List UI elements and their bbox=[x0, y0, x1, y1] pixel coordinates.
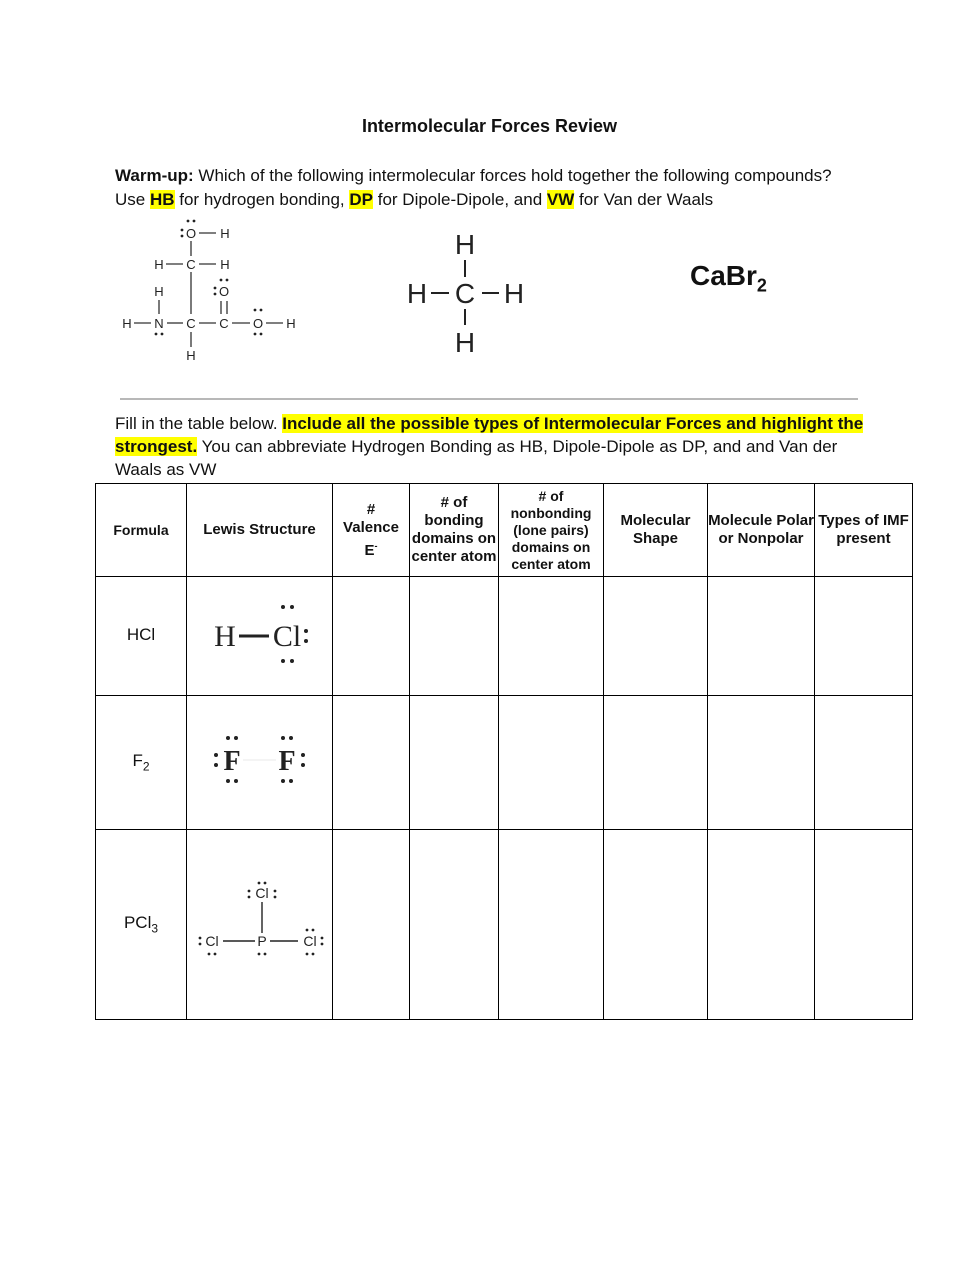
header-formula: Formula bbox=[96, 484, 187, 577]
atom-f-left: F bbox=[222, 746, 241, 777]
atom-h-bottom: H bbox=[454, 327, 476, 358]
shape-input-cell[interactable] bbox=[604, 577, 708, 696]
page-title: Intermolecular Forces Review bbox=[361, 116, 618, 136]
header-valence: # Valence E- bbox=[333, 484, 410, 577]
lewis-cell-hcl bbox=[187, 577, 333, 696]
f2-lewis-structure bbox=[205, 730, 315, 790]
warmup-instructions bbox=[115, 164, 875, 212]
nonbonding-input-cell[interactable] bbox=[499, 577, 604, 696]
atom-o-top: O bbox=[185, 226, 197, 241]
header-bonding-domains: # of bonding domains on center atom bbox=[410, 484, 499, 577]
atom-h-bottom: H bbox=[186, 348, 196, 363]
atom-h-n-left: H bbox=[122, 316, 132, 331]
atom-h-top: H bbox=[454, 229, 476, 260]
atom-o-hydroxyl: O bbox=[252, 316, 264, 331]
atom-c-center: C bbox=[454, 278, 476, 309]
atom-cl-top: Cl bbox=[255, 885, 269, 901]
atom-h-n: H bbox=[154, 284, 164, 299]
header-imf-types: Types of IMF present bbox=[815, 484, 913, 577]
atom-h-left: H bbox=[406, 278, 428, 309]
header-shape: Molecular Shape bbox=[604, 484, 708, 577]
atom-cl-right: Cl bbox=[303, 933, 317, 949]
shape-input-cell[interactable] bbox=[604, 830, 708, 1020]
hcl-lewis-structure bbox=[205, 594, 315, 674]
atom-f-right: F bbox=[277, 746, 296, 777]
valence-input-cell[interactable] bbox=[333, 577, 410, 696]
imf-input-cell[interactable] bbox=[815, 830, 913, 1020]
fill-rest: You can abbreviate Hydrogen Bonding as HB, Dipole-Dipole as DP, and and Van der Waals as VW bbox=[115, 437, 838, 479]
nonbonding-input-cell[interactable] bbox=[499, 830, 604, 1020]
atom-h-oh: H bbox=[220, 226, 230, 241]
valence-input-cell[interactable] bbox=[333, 696, 410, 830]
polarity-input-cell[interactable] bbox=[708, 830, 815, 1020]
amino-acid-structure bbox=[115, 212, 315, 372]
bonding-input-cell[interactable] bbox=[410, 830, 499, 1020]
atom-p: P bbox=[257, 933, 267, 949]
shape-input-cell[interactable] bbox=[604, 696, 708, 830]
methane-structure bbox=[400, 225, 530, 360]
table-row bbox=[96, 696, 913, 830]
vw-text: for Van der Waals bbox=[574, 190, 714, 209]
table-row bbox=[96, 577, 913, 696]
atom-n: N bbox=[154, 316, 164, 331]
formula-cell-f2: $F_2$ bbox=[96, 696, 187, 830]
table-row bbox=[96, 830, 913, 1020]
dp-code: DP bbox=[349, 190, 374, 209]
fill-instructions bbox=[115, 412, 865, 481]
bonding-input-cell[interactable] bbox=[410, 577, 499, 696]
hb-text: for hydrogen bonding, bbox=[174, 190, 350, 209]
atom-h-right: H bbox=[220, 257, 230, 272]
warmup-question: Which of the following intermolecular forces hold together the following compounds? bbox=[193, 166, 832, 185]
header-nonbonding-domains: # of nonbonding (lone pairs) domains on center atom bbox=[499, 484, 604, 577]
polarity-input-cell[interactable] bbox=[708, 577, 815, 696]
vw-code: VW bbox=[546, 190, 575, 209]
fill-highlight: Include all the possible types of Intermolecular Forces and highlight the strongest. bbox=[115, 414, 864, 456]
nonbonding-input-cell[interactable] bbox=[499, 696, 604, 830]
atom-h-left: H bbox=[154, 257, 164, 272]
atom-c-alpha: C bbox=[186, 316, 196, 331]
atom-h-acid: H bbox=[286, 316, 296, 331]
atom-cl: Cl bbox=[272, 619, 301, 653]
header-lewis: Lewis Structure bbox=[187, 484, 333, 577]
hb-code: HB bbox=[149, 190, 175, 209]
warmup-use: Use bbox=[115, 190, 150, 209]
atom-h-right: H bbox=[503, 278, 525, 309]
lewis-cell-f2 bbox=[187, 696, 333, 830]
atom-o-carbonyl: O bbox=[218, 284, 230, 299]
atom-cl-left: Cl bbox=[205, 933, 219, 949]
bonding-input-cell[interactable] bbox=[410, 696, 499, 830]
formula-cell-pcl3: PCl$_3$ bbox=[96, 830, 187, 1020]
section-divider bbox=[120, 398, 858, 400]
pcl3-lewis-structure bbox=[192, 877, 327, 967]
atom-c-carboxyl: C bbox=[219, 316, 229, 331]
dp-text: for Dipole-Dipole, and bbox=[373, 190, 547, 209]
lewis-cell-pcl3 bbox=[187, 830, 333, 1020]
valence-input-cell[interactable] bbox=[333, 830, 410, 1020]
warmup-label: Warm-up: bbox=[115, 166, 194, 185]
header-row bbox=[96, 484, 913, 577]
imf-input-cell[interactable] bbox=[815, 577, 913, 696]
atom-h: H bbox=[213, 619, 236, 653]
fill-intro: Fill in the table below. bbox=[115, 414, 283, 433]
polarity-input-cell[interactable] bbox=[708, 696, 815, 830]
atom-c-upper: C bbox=[186, 257, 196, 272]
imf-table bbox=[95, 483, 913, 1020]
formula-cell-hcl: HCl bbox=[96, 577, 187, 696]
calcium-bromide-formula: CaBr$_2$ bbox=[690, 260, 767, 296]
header-polarity: Molecule Polar or Nonpolar bbox=[708, 484, 815, 577]
imf-input-cell[interactable] bbox=[815, 696, 913, 830]
